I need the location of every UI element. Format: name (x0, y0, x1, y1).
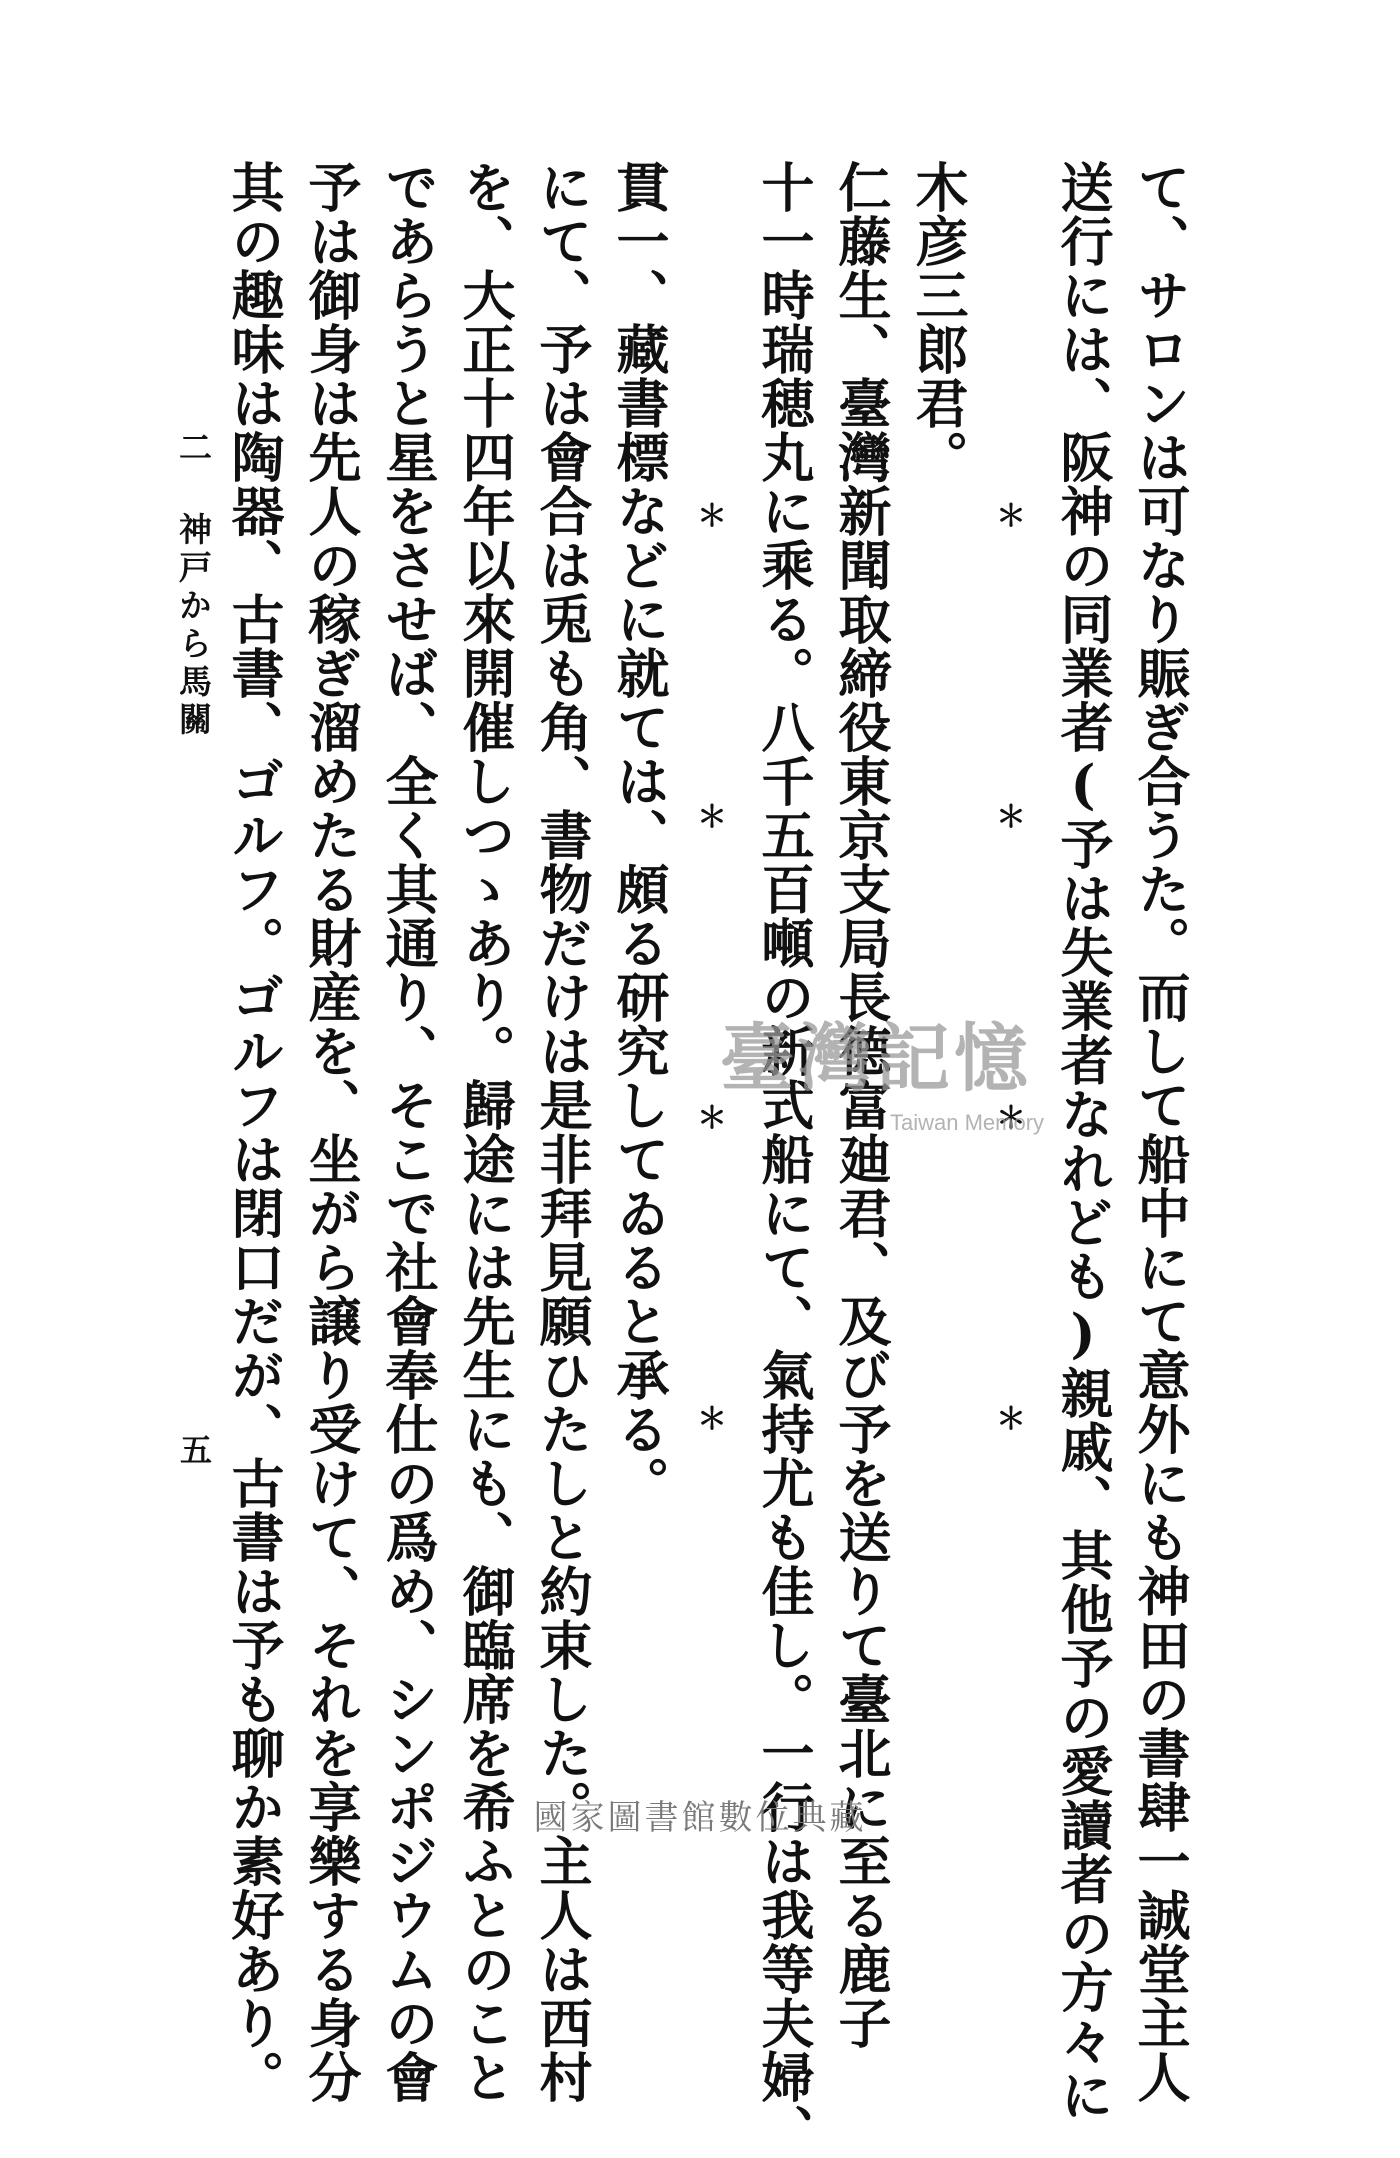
text-line: を、大正十四年以來開催しつゝあり。歸途には先生にも、御臨席を希ふとのこと (454, 160, 516, 2104)
page-number: 五 (180, 1431, 213, 1469)
text-line: にて、予は會合は兎も角、書物だけは是非拜見願ひたしと約束した。主人は西村 (531, 160, 593, 2104)
text-line: 木彦三郎君。 (907, 160, 969, 484)
watermark-english: Taiwan Memory (890, 1110, 1045, 1135)
text-line: 送行には、阪神の同業者(予は失業者なれども)親戚、其他予の愛讀者の方々に (1052, 160, 1114, 2122)
text-line: 仁藤生、臺灣新聞取締役東京支局長德富廸君、及び予を送りて臺北に至る鹿子 (830, 160, 892, 2050)
section-separator: ＊ ＊ ＊ ＊ (691, 500, 726, 1551)
text-line: て、サロンは可なり賑ぎ合うた。而して船中にて意外にも神田の書肆一誠堂主人 (1129, 160, 1191, 2104)
text-line: 貫一、藏書標などに就ては、頗る研究してゐると承る。 (608, 160, 670, 1510)
text-line: であらうと星をさせば、全く其通り、そこで社會奉仕の爲め、シンポジウムの會 (377, 160, 439, 2104)
text-line: 十一時瑞穂丸に乘る。八千五百噸の新式船にて、氣持尤も佳し。一行は我等夫婦、 (753, 160, 815, 2158)
watermark-chinese: 臺灣記憶 (720, 1016, 1032, 1102)
footer-credit: 國家圖書館數位典藏 (533, 1798, 867, 1838)
running-header: 二 神戸から馬關 (174, 430, 213, 740)
watermark-logo (720, 1000, 1044, 1136)
text-line: 予は御身は先人の稼ぎ溜めたる財産を、坐がら譲り受けて、それを享樂する身分 (300, 160, 362, 2104)
section-separator: ＊ ＊ ＊ ＊ (990, 500, 1025, 1551)
text-line: 其の趣味は陶器、古書、ゴルフ。ゴルフは閉口だが、古書は予も聊か素好あり。 (223, 160, 285, 2104)
